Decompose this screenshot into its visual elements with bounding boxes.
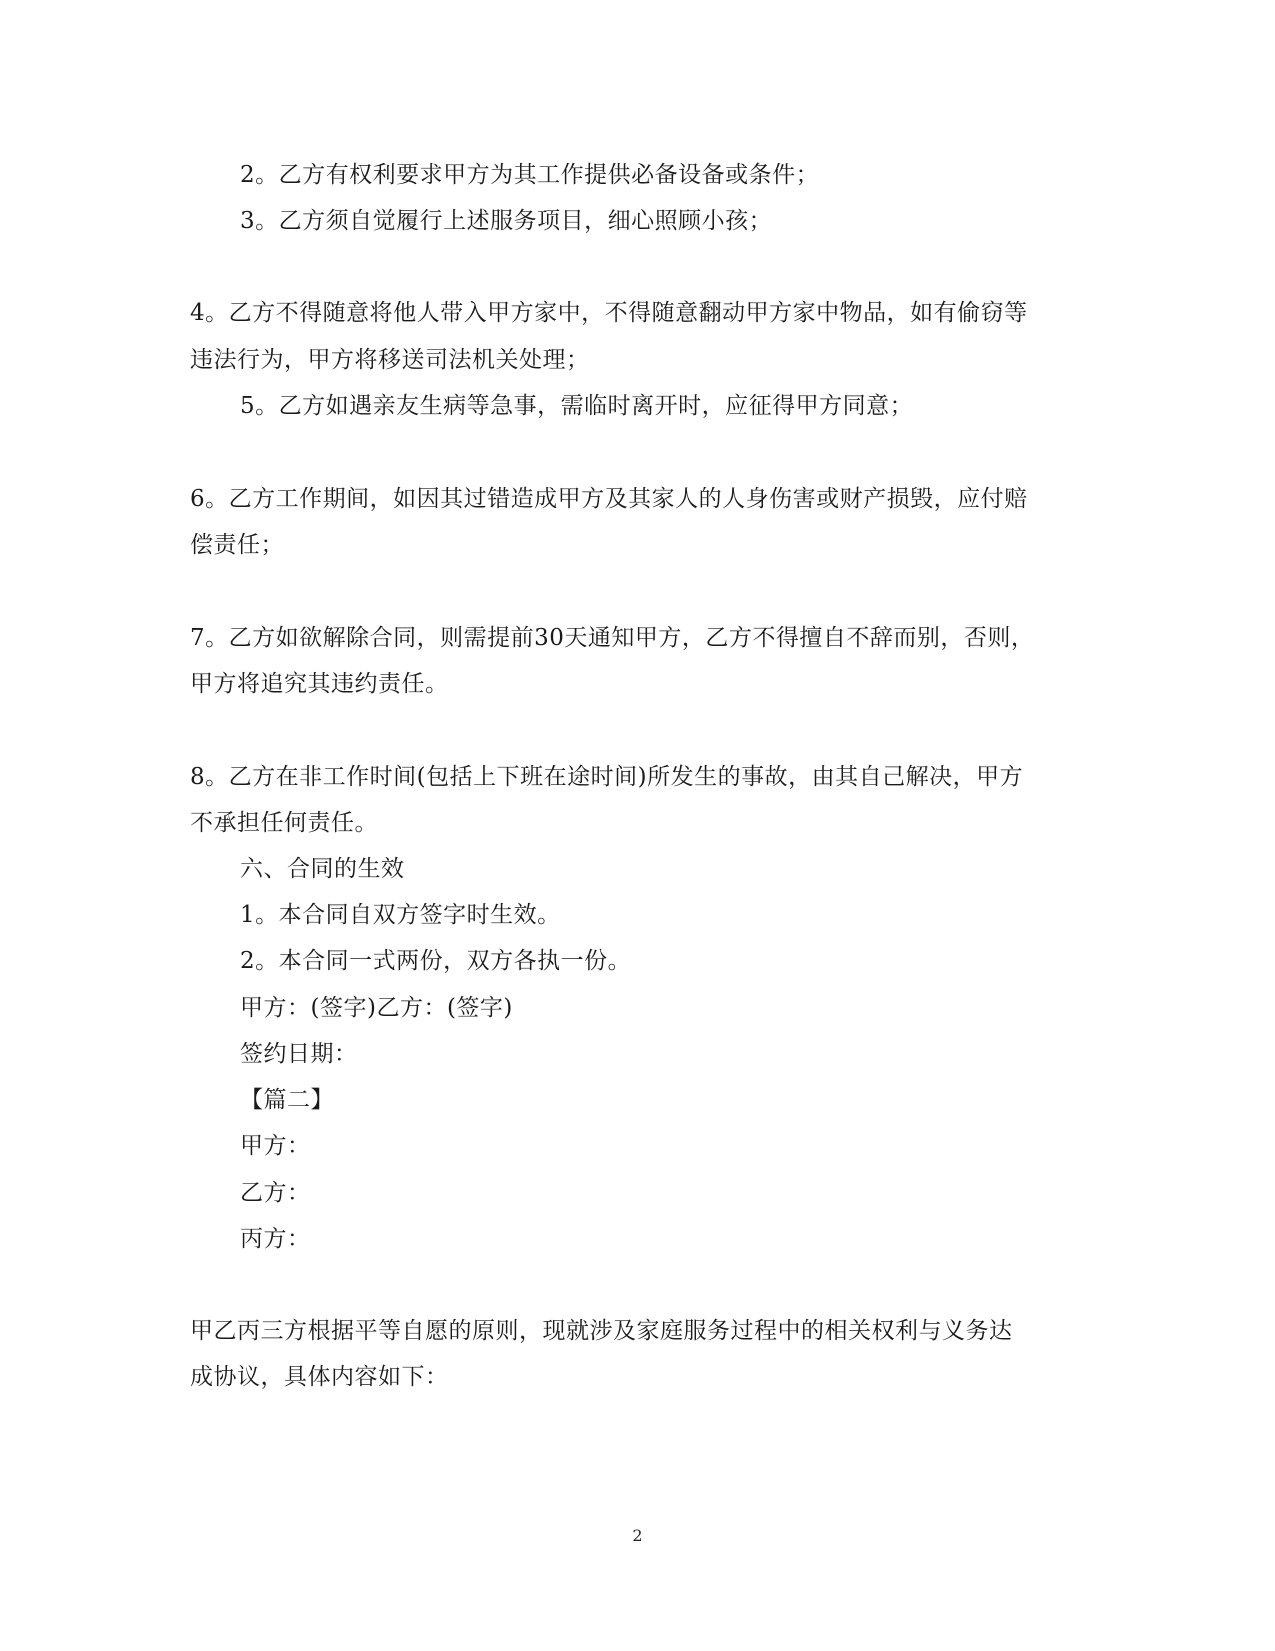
page-number: 2: [632, 1526, 643, 1545]
signing-date-label: 签约日期：: [240, 1041, 358, 1067]
clause-5-leave: 5。乙方如遇亲友生病等急事，需临时离开时，应征得甲方同意；: [240, 393, 914, 419]
clause-7-line-2: 甲方将追究其违约责任。: [190, 671, 449, 697]
clause-6-line-1: 6。乙方工作期间，如因其过错造成甲方及其家人的人身伤害或财产损毁，应付赔: [190, 486, 1028, 512]
party-b-label: 乙方：: [240, 1180, 311, 1206]
party-c-label: 丙方：: [240, 1226, 311, 1252]
clause-7-line-1: 7。乙方如欲解除合同，则需提前30天通知甲方，乙方不得擅自不辞而别，否则，: [190, 625, 1035, 651]
party-a-label: 甲方：: [240, 1133, 311, 1159]
clause-6-line-2: 偿责任；: [190, 532, 284, 558]
agreement-intro-line-2: 成协议，具体内容如下：: [190, 1364, 449, 1390]
effect-clause-1: 1。本合同自双方签字时生效。: [240, 902, 561, 928]
agreement-intro-line-1: 甲乙丙三方根据平等自愿的原则，现就涉及家庭服务过程中的相关权利与义务达: [190, 1318, 1013, 1344]
clause-3-care: 3。乙方须自觉履行上述服务项目，细心照顾小孩；: [240, 208, 773, 234]
section-heading-effect: 六、合同的生效: [240, 856, 405, 882]
clause-8-line-1: 8。乙方在非工作时间(包括上下班在途时间)所发生的事故，由其自己解决，甲方: [190, 764, 1024, 790]
clause-4-line-1: 4。乙方不得随意将他人带入甲方家中，不得随意翻动甲方家中物品，如有偷窃等: [190, 300, 1028, 326]
clause-2-equipment: 2。乙方有权利要求甲方为其工作提供必备设备或条件；: [240, 162, 820, 188]
part-two-heading: 【篇二】: [240, 1087, 334, 1113]
signature-line: 甲方：(签字)乙方：(签字): [240, 995, 513, 1021]
clause-8-line-2: 不承担任何责任。: [190, 810, 378, 836]
clause-4-line-2: 违法行为，甲方将移送司法机关处理；: [190, 347, 590, 373]
effect-clause-2: 2。本合同一式两份，双方各执一份。: [240, 948, 632, 974]
